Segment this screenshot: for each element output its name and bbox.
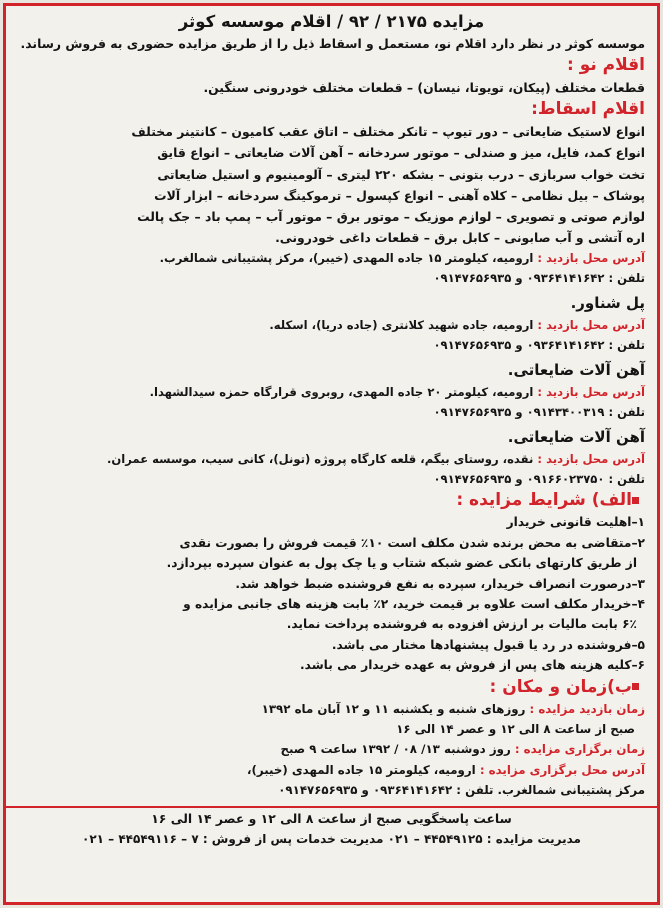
scrap-items-heading xyxy=(18,98,645,121)
condition-line: ۶٪ بابت مالیات بر ارزش افزوده به فروشنده پرداخت نماید. xyxy=(286,617,637,632)
auction-notice xyxy=(3,3,660,905)
location-address xyxy=(18,382,645,402)
scrap-line: انواع کمد، فایل، میز و صندلی – موتور سردخانه – آهن آلات ضایعاتی – انواع قایق xyxy=(157,145,645,161)
schedule-heading-text: ب)زمان و مکان : xyxy=(489,676,632,697)
visit-time-text: روزهای شنبه و یکشنبه ۱۱ و ۱۲ آبان ماه ۱۳۹۲ xyxy=(261,701,526,716)
conditions-list xyxy=(18,512,645,675)
scrap-items-heading-text: اقلام اسقاط: xyxy=(531,99,645,120)
new-items-heading-text: اقلام نو : xyxy=(566,55,645,75)
conditions-heading-text: الف) شرایط مزایده : xyxy=(456,490,632,511)
address-text: ارومیه، جاده شهید کلانتری (جاده دریا)، اسکله. xyxy=(269,318,534,333)
hold-place-text: ارومیه، کیلومتر ۱۵ جاده المهدی (خیبر)، xyxy=(247,762,476,777)
schedule-heading xyxy=(18,676,645,699)
address-label: آدرس محل بازدید : xyxy=(537,251,645,266)
condition-line: ۱–اهلیت قانونی خریدار xyxy=(506,515,645,530)
scrap-line: تخت خواب سربازی – درب بتونی – بشکه ۲۲۰ لیتری – آلومینیوم و استیل ضایعاتی xyxy=(157,166,645,182)
condition-line: ۴–خریدار مکلف است علاوه بر قیمت خرید، ۲٪ بابت هزینه های جانبی مزایده و xyxy=(183,597,645,612)
location-address xyxy=(18,449,645,469)
scrap-phone: تلفن : ۰۹۳۶۴۱۴۱۶۴۲ و ۰۹۱۴۷۶۵۶۹۳۵ xyxy=(433,271,645,286)
new-items-heading xyxy=(18,54,645,77)
location-address xyxy=(18,315,645,335)
condition-line: ۵–فروشنده در رد یا قبول پیشنهادها مختار می باشد. xyxy=(331,637,645,652)
location-name: آهن آلات ضایعاتی. xyxy=(507,428,645,447)
address-label: آدرس محل بازدید : xyxy=(537,318,645,333)
condition-line: ۲–متقاضی به محض برنده شدن مکلف است ۱۰٪ قیمت فروش را بصورت نقدی xyxy=(179,535,645,550)
intro-text: موسسه کوثر در نظر دارد اقلام نو، مستعمل و اسقاط ذیل را از طریق مزایده حضوری به فروش رساند. xyxy=(20,36,645,51)
location-phone: تلفن : ۰۹۱۶۶۰۲۳۷۵۰ و ۰۹۱۴۷۶۵۶۹۳۵ xyxy=(433,472,645,487)
footer-contacts: مدیریت مزایده : ۴۴۵۴۹۱۲۵ – ۰۲۱ مدیریت خدمات پس از فروش : ۷ – ۴۴۵۴۹۱۱۶ – ۰۲۱ xyxy=(82,831,581,846)
address-text: نقده، روستای بیگم، قلعه کارگاه پروژه (تونل)، کانی سیب، موسسه عمران. xyxy=(106,452,534,467)
address-label: آدرس محل بازدید : xyxy=(537,452,645,467)
address-text: ارومیه، کیلومتر ۲۰ جاده المهدی، روبروی قرارگاه حمزه سیدالشهدا. xyxy=(149,385,534,400)
hold-place-label: آدرس محل برگزاری مزایده : xyxy=(479,762,645,777)
location-block xyxy=(18,426,645,489)
new-items-text: قطعات مختلف (پیکان، تویوتا، نیسان) – قطعات مختلف خودرونی سنگین. xyxy=(203,80,645,95)
scrap-line: اره آتشی و آب صابونی – کابل برق – قطعات داغی خودرونی. xyxy=(275,230,645,246)
scrap-line: انواع لاستیک ضایعاتی – دور تیوپ – تانکر مختلف – اتاق عقب کامیون – کانتینر مختلف xyxy=(131,124,645,140)
location-phone: تلفن : ۰۹۱۴۳۴۰۰۳۱۹ و ۰۹۱۴۷۶۵۶۹۳۵ xyxy=(433,405,645,420)
scrap-line: لوازم صوتی و تصویری – لوازم موزیک – موتور برق – موتور آب – پمپ باد – جک پالت xyxy=(137,209,645,225)
visit-hours: صبح از ساعت ۸ الی ۱۲ و عصر ۱۴ الی ۱۶ xyxy=(396,722,635,737)
condition-line: از طریق کارتهای بانکی عضو شبکه شتاب و یا چک پول به عنوان سپرده بپردازد. xyxy=(166,556,637,571)
location-phone: تلفن : ۰۹۳۶۴۱۴۱۶۴۲ و ۰۹۱۴۷۶۵۶۹۳۵ xyxy=(433,338,645,353)
hold-place-contact: مرکز پشتیبانی شمالغرب. تلفن : ۰۹۳۶۴۱۴۱۶۴۲ و ۰۹۱۴۷۶۵۶۹۳۵ xyxy=(278,783,645,798)
scrap-items-list xyxy=(18,121,645,248)
hold-time-text: روز دوشنبه ۱۳/ ۰۸ / ۱۳۹۲ ساعت ۹ صبح xyxy=(280,742,511,757)
location-block xyxy=(18,292,645,355)
scrap-line: پوشاک – بیل نظامی – کلاه آهنی – انواع کپسول – ترموکینگ سردخانه – ابزار آلات xyxy=(154,187,645,203)
location-block xyxy=(18,359,645,422)
notice-body xyxy=(6,6,657,850)
location-name: آهن آلات ضایعاتی. xyxy=(507,361,645,380)
hold-place xyxy=(18,760,645,780)
condition-line: ۶–کلیه هزینه های پس از فروش به عهده خریدار می باشد. xyxy=(300,658,645,673)
visit-time xyxy=(18,699,645,719)
bullet-square-icon xyxy=(632,683,639,690)
scrap-address xyxy=(18,248,645,268)
address-label: آدرس محل بازدید : xyxy=(537,385,645,400)
bullet-square-icon xyxy=(632,497,639,504)
hold-time-label: زمان برگزاری مزایده : xyxy=(514,742,645,757)
conditions-heading xyxy=(18,489,645,512)
location-name: پل شناور. xyxy=(570,294,645,313)
footer-hours: ساعت پاسخگویی صبح از ساعت ۸ الی ۱۲ و عصر ۱۴ الی ۱۶ xyxy=(151,810,512,826)
condition-line: ۳–درصورت انصراف خریدار، سپرده به نفع فروشنده ضبط خواهد شد. xyxy=(235,576,645,591)
notice-title: مزایده ۲۱۷۵ / ۹۲ / اقلام موسسه کوثر xyxy=(178,12,485,31)
address-text: ارومیه، کیلومتر ۱۵ جاده المهدی (خیبر)، مرکز پشتیبانی شمالغرب. xyxy=(159,251,534,266)
visit-time-label: زمان بازدید مزایده : xyxy=(529,701,645,716)
hold-time xyxy=(18,739,645,759)
